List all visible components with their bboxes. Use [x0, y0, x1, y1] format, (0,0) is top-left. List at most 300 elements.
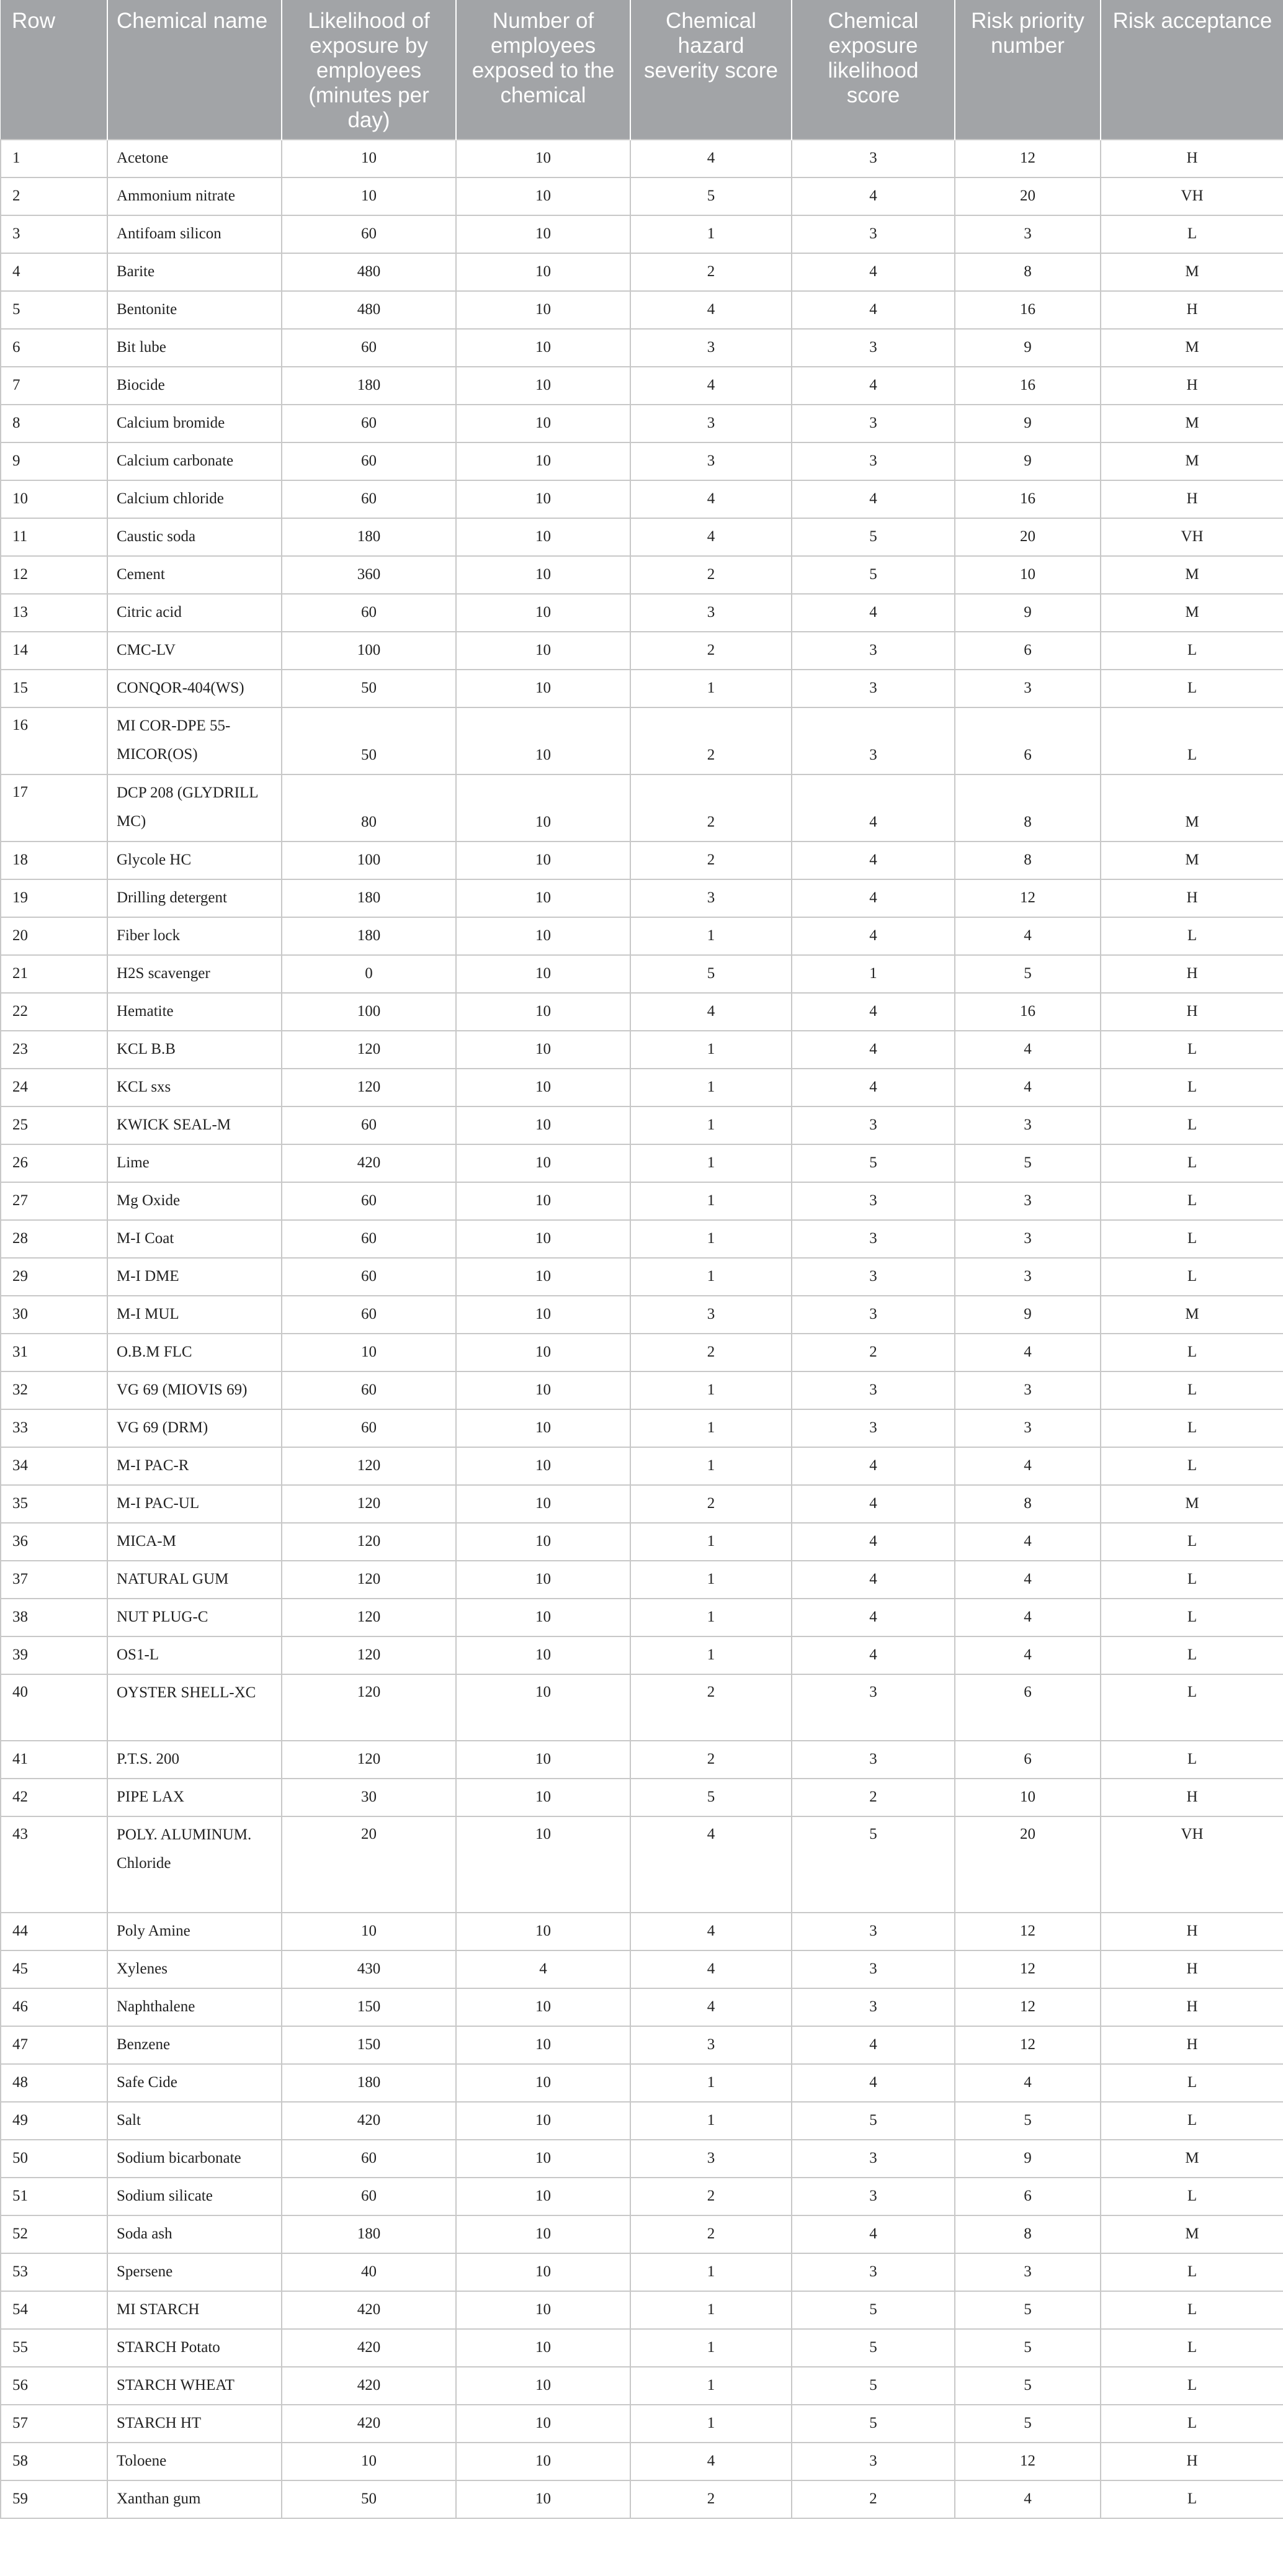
table-row [1, 1674, 1283, 1741]
table-row [1, 1409, 1283, 1447]
cell-hazard-severity: 2 [630, 1485, 792, 1523]
table-row [1, 1988, 1283, 2026]
cell-exposure-likelihood: 3 [792, 1258, 955, 1296]
cell-row-number: 27 [1, 1182, 107, 1220]
cell-exposure-likelihood: 4 [792, 2026, 955, 2064]
table-row [1, 1144, 1283, 1182]
cell-risk-acceptance: H [1101, 955, 1283, 993]
cell-risk-acceptance: H [1101, 1913, 1283, 1950]
cell-exposure-likelihood: 4 [792, 1636, 955, 1674]
cell-risk-priority: 3 [955, 670, 1101, 707]
cell-chemical-name: Mg Oxide [107, 1182, 282, 1220]
cell-risk-priority: 3 [955, 1106, 1101, 1144]
cell-row-number: 51 [1, 2178, 107, 2215]
cell-risk-priority: 5 [955, 2291, 1101, 2329]
cell-employees-exposed: 10 [456, 2178, 630, 2215]
cell-risk-acceptance: M [1101, 1485, 1283, 1523]
cell-risk-priority: 3 [955, 1182, 1101, 1220]
cell-row-number: 10 [1, 480, 107, 518]
cell-row-number: 19 [1, 879, 107, 917]
cell-exposure-minutes: 60 [282, 329, 456, 367]
cell-risk-priority: 3 [955, 2253, 1101, 2291]
cell-row-number: 44 [1, 1913, 107, 1950]
header-hazard-severity: Chemical hazard severity score [630, 0, 792, 140]
cell-chemical-name: Poly Amine [107, 1913, 282, 1950]
cell-employees-exposed: 10 [456, 291, 630, 329]
cell-chemical-name: VG 69 (DRM) [107, 1409, 282, 1447]
cell-risk-priority: 4 [955, 1031, 1101, 1069]
cell-risk-priority: 5 [955, 1144, 1101, 1182]
cell-risk-priority: 20 [955, 1816, 1101, 1913]
cell-risk-priority: 12 [955, 879, 1101, 917]
cell-risk-acceptance: L [1101, 2405, 1283, 2443]
cell-hazard-severity: 2 [630, 1674, 792, 1741]
cell-employees-exposed: 10 [456, 1182, 630, 1220]
cell-row-number: 26 [1, 1144, 107, 1182]
cell-risk-priority: 12 [955, 2443, 1101, 2480]
table-row [1, 1182, 1283, 1220]
cell-chemical-name: P.T.S. 200 [107, 1741, 282, 1779]
cell-risk-acceptance: L [1101, 1409, 1283, 1447]
cell-hazard-severity: 4 [630, 140, 792, 177]
cell-hazard-severity: 4 [630, 480, 792, 518]
cell-risk-priority: 4 [955, 1599, 1101, 1636]
cell-hazard-severity: 2 [630, 841, 792, 879]
cell-employees-exposed: 10 [456, 841, 630, 879]
cell-exposure-minutes: 40 [282, 2253, 456, 2291]
cell-chemical-name: Drilling detergent [107, 879, 282, 917]
cell-exposure-likelihood: 3 [792, 1371, 955, 1409]
cell-hazard-severity: 4 [630, 518, 792, 556]
cell-employees-exposed: 10 [456, 2367, 630, 2405]
cell-hazard-severity: 1 [630, 1599, 792, 1636]
cell-row-number: 55 [1, 2329, 107, 2367]
cell-exposure-minutes: 10 [282, 1334, 456, 1371]
cell-chemical-name: MI STARCH [107, 2291, 282, 2329]
cell-risk-priority: 9 [955, 2140, 1101, 2178]
cell-risk-priority: 4 [955, 2480, 1101, 2518]
table-row [1, 2140, 1283, 2178]
cell-exposure-minutes: 100 [282, 632, 456, 670]
cell-risk-priority: 4 [955, 1334, 1101, 1371]
cell-exposure-likelihood: 3 [792, 1182, 955, 1220]
cell-risk-acceptance: H [1101, 291, 1283, 329]
cell-exposure-minutes: 180 [282, 518, 456, 556]
cell-row-number: 34 [1, 1447, 107, 1485]
cell-row-number: 16 [1, 707, 107, 774]
cell-hazard-severity: 4 [630, 291, 792, 329]
cell-hazard-severity: 3 [630, 405, 792, 442]
cell-chemical-name: Acetone [107, 140, 282, 177]
table-row [1, 1069, 1283, 1106]
cell-row-number: 33 [1, 1409, 107, 1447]
cell-employees-exposed: 10 [456, 1447, 630, 1485]
table-row [1, 2329, 1283, 2367]
cell-risk-priority: 3 [955, 1258, 1101, 1296]
cell-chemical-name: Calcium carbonate [107, 442, 282, 480]
cell-employees-exposed: 10 [456, 2140, 630, 2178]
cell-risk-acceptance: VH [1101, 177, 1283, 215]
cell-employees-exposed: 10 [456, 253, 630, 291]
cell-risk-priority: 6 [955, 707, 1101, 774]
cell-exposure-likelihood: 5 [792, 2329, 955, 2367]
cell-chemical-name: OS1-L [107, 1636, 282, 1674]
cell-employees-exposed: 10 [456, 1485, 630, 1523]
cell-chemical-name: KCL B.B [107, 1031, 282, 1069]
cell-row-number: 14 [1, 632, 107, 670]
cell-employees-exposed: 10 [456, 177, 630, 215]
cell-chemical-name: Toloene [107, 2443, 282, 2480]
cell-exposure-likelihood: 3 [792, 632, 955, 670]
cell-employees-exposed: 10 [456, 1988, 630, 2026]
cell-row-number: 42 [1, 1779, 107, 1816]
cell-hazard-severity: 3 [630, 879, 792, 917]
cell-employees-exposed: 10 [456, 1144, 630, 1182]
table-row [1, 556, 1283, 594]
cell-hazard-severity: 1 [630, 2291, 792, 2329]
cell-risk-acceptance: L [1101, 1106, 1283, 1144]
cell-hazard-severity: 5 [630, 177, 792, 215]
table-row [1, 215, 1283, 253]
cell-hazard-severity: 4 [630, 1816, 792, 1913]
cell-exposure-minutes: 60 [282, 442, 456, 480]
cell-chemical-name: Sodium bicarbonate [107, 2140, 282, 2178]
cell-hazard-severity: 5 [630, 955, 792, 993]
cell-risk-acceptance: L [1101, 1031, 1283, 1069]
cell-row-number: 1 [1, 140, 107, 177]
table-row [1, 2102, 1283, 2140]
cell-risk-priority: 8 [955, 2215, 1101, 2253]
cell-hazard-severity: 2 [630, 707, 792, 774]
cell-row-number: 21 [1, 955, 107, 993]
table-row [1, 1031, 1283, 1069]
cell-risk-acceptance: L [1101, 1069, 1283, 1106]
cell-exposure-minutes: 420 [282, 2102, 456, 2140]
cell-hazard-severity: 1 [630, 1447, 792, 1485]
cell-hazard-severity: 1 [630, 1144, 792, 1182]
cell-chemical-name: Glycole HC [107, 841, 282, 879]
cell-risk-acceptance: L [1101, 1371, 1283, 1409]
cell-employees-exposed: 10 [456, 955, 630, 993]
cell-row-number: 43 [1, 1816, 107, 1913]
cell-employees-exposed: 10 [456, 215, 630, 253]
cell-risk-acceptance: H [1101, 2026, 1283, 2064]
cell-chemical-name: H2S scavenger [107, 955, 282, 993]
cell-exposure-likelihood: 5 [792, 556, 955, 594]
cell-chemical-name: Ammonium nitrate [107, 177, 282, 215]
cell-employees-exposed: 10 [456, 879, 630, 917]
cell-exposure-likelihood: 4 [792, 2215, 955, 2253]
table-row [1, 1220, 1283, 1258]
cell-risk-acceptance: M [1101, 774, 1283, 841]
table-row [1, 841, 1283, 879]
cell-chemical-name: Sodium silicate [107, 2178, 282, 2215]
cell-risk-acceptance: L [1101, 1599, 1283, 1636]
cell-hazard-severity: 3 [630, 1296, 792, 1334]
cell-exposure-likelihood: 4 [792, 1485, 955, 1523]
cell-hazard-severity: 4 [630, 1988, 792, 2026]
cell-exposure-minutes: 60 [282, 1258, 456, 1296]
cell-employees-exposed: 10 [456, 670, 630, 707]
table-row [1, 1485, 1283, 1523]
cell-exposure-likelihood: 3 [792, 1741, 955, 1779]
cell-chemical-name: Salt [107, 2102, 282, 2140]
table-row [1, 917, 1283, 955]
cell-row-number: 12 [1, 556, 107, 594]
cell-exposure-likelihood: 4 [792, 774, 955, 841]
cell-employees-exposed: 10 [456, 367, 630, 405]
cell-risk-acceptance: L [1101, 1561, 1283, 1599]
cell-exposure-minutes: 120 [282, 1447, 456, 1485]
cell-risk-priority: 4 [955, 2064, 1101, 2102]
cell-employees-exposed: 10 [456, 1371, 630, 1409]
cell-risk-priority: 3 [955, 1409, 1101, 1447]
cell-row-number: 48 [1, 2064, 107, 2102]
cell-chemical-name: Xanthan gum [107, 2480, 282, 2518]
cell-exposure-likelihood: 4 [792, 993, 955, 1031]
cell-exposure-minutes: 180 [282, 879, 456, 917]
cell-risk-acceptance: L [1101, 1447, 1283, 1485]
cell-row-number: 30 [1, 1296, 107, 1334]
cell-chemical-name: Cement [107, 556, 282, 594]
cell-exposure-likelihood: 3 [792, 1106, 955, 1144]
cell-risk-priority: 5 [955, 2329, 1101, 2367]
cell-employees-exposed: 10 [456, 1296, 630, 1334]
cell-risk-acceptance: M [1101, 405, 1283, 442]
table-row [1, 632, 1283, 670]
cell-exposure-likelihood: 5 [792, 2405, 955, 2443]
table-row [1, 291, 1283, 329]
cell-exposure-likelihood: 3 [792, 1674, 955, 1741]
cell-exposure-likelihood: 3 [792, 670, 955, 707]
cell-chemical-name: POLY. ALUMINUM. Chloride [107, 1816, 282, 1913]
table-row [1, 140, 1283, 177]
cell-chemical-name: Lime [107, 1144, 282, 1182]
cell-exposure-minutes: 80 [282, 774, 456, 841]
cell-risk-priority: 10 [955, 1779, 1101, 1816]
cell-employees-exposed: 10 [456, 140, 630, 177]
cell-hazard-severity: 5 [630, 1779, 792, 1816]
cell-chemical-name: M-I MUL [107, 1296, 282, 1334]
cell-risk-acceptance: M [1101, 556, 1283, 594]
cell-hazard-severity: 3 [630, 2140, 792, 2178]
cell-chemical-name: M-I PAC-UL [107, 1485, 282, 1523]
table-row [1, 2178, 1283, 2215]
cell-exposure-minutes: 60 [282, 2140, 456, 2178]
cell-risk-priority: 10 [955, 556, 1101, 594]
cell-risk-priority: 4 [955, 917, 1101, 955]
cell-hazard-severity: 1 [630, 2253, 792, 2291]
table-row [1, 670, 1283, 707]
cell-employees-exposed: 10 [456, 2026, 630, 2064]
cell-exposure-likelihood: 4 [792, 917, 955, 955]
cell-risk-acceptance: L [1101, 2480, 1283, 2518]
cell-risk-priority: 12 [955, 2026, 1101, 2064]
cell-exposure-likelihood: 4 [792, 480, 955, 518]
cell-risk-priority: 8 [955, 774, 1101, 841]
cell-chemical-name: STARCH Potato [107, 2329, 282, 2367]
cell-row-number: 53 [1, 2253, 107, 2291]
cell-hazard-severity: 1 [630, 1182, 792, 1220]
table-row [1, 2291, 1283, 2329]
cell-chemical-name: OYSTER SHELL-XC [107, 1674, 282, 1741]
cell-risk-acceptance: H [1101, 2443, 1283, 2480]
cell-risk-priority: 5 [955, 2102, 1101, 2140]
cell-exposure-minutes: 420 [282, 2367, 456, 2405]
cell-chemical-name: DCP 208 (GLYDRILL MC) [107, 774, 282, 841]
cell-chemical-name: Biocide [107, 367, 282, 405]
cell-hazard-severity: 4 [630, 2443, 792, 2480]
cell-exposure-likelihood: 3 [792, 1296, 955, 1334]
cell-row-number: 45 [1, 1950, 107, 1988]
cell-chemical-name: NUT PLUG-C [107, 1599, 282, 1636]
cell-risk-priority: 9 [955, 405, 1101, 442]
cell-risk-acceptance: L [1101, 2367, 1283, 2405]
cell-chemical-name: CONQOR-404(WS) [107, 670, 282, 707]
cell-hazard-severity: 1 [630, 1258, 792, 1296]
table-row [1, 2026, 1283, 2064]
cell-exposure-minutes: 420 [282, 2329, 456, 2367]
cell-row-number: 29 [1, 1258, 107, 1296]
cell-risk-acceptance: L [1101, 707, 1283, 774]
cell-exposure-likelihood: 3 [792, 2178, 955, 2215]
cell-risk-priority: 9 [955, 442, 1101, 480]
cell-risk-acceptance: VH [1101, 1816, 1283, 1913]
cell-row-number: 5 [1, 291, 107, 329]
table-row [1, 405, 1283, 442]
cell-employees-exposed: 10 [456, 1523, 630, 1561]
header-exposure-likelihood: Chemical exposure likelihood score [792, 0, 955, 140]
cell-exposure-minutes: 60 [282, 405, 456, 442]
cell-row-number: 52 [1, 2215, 107, 2253]
cell-employees-exposed: 10 [456, 2064, 630, 2102]
cell-row-number: 13 [1, 594, 107, 632]
table-row [1, 1779, 1283, 1816]
table-row [1, 329, 1283, 367]
header-chemical-name: Chemical name [107, 0, 282, 140]
cell-exposure-likelihood: 3 [792, 1409, 955, 1447]
cell-risk-acceptance: H [1101, 480, 1283, 518]
cell-exposure-minutes: 120 [282, 1599, 456, 1636]
cell-risk-priority: 16 [955, 367, 1101, 405]
cell-chemical-name: Antifoam silicon [107, 215, 282, 253]
cell-chemical-name: KCL sxs [107, 1069, 282, 1106]
table-row [1, 2215, 1283, 2253]
cell-chemical-name: STARCH WHEAT [107, 2367, 282, 2405]
table-row [1, 1371, 1283, 1409]
cell-exposure-likelihood: 3 [792, 2140, 955, 2178]
table-row [1, 177, 1283, 215]
cell-risk-acceptance: L [1101, 1334, 1283, 1371]
cell-employees-exposed: 10 [456, 556, 630, 594]
cell-exposure-likelihood: 5 [792, 2291, 955, 2329]
cell-exposure-likelihood: 3 [792, 707, 955, 774]
cell-chemical-name: CMC-LV [107, 632, 282, 670]
cell-employees-exposed: 10 [456, 2480, 630, 2518]
cell-employees-exposed: 10 [456, 2443, 630, 2480]
table-row [1, 594, 1283, 632]
cell-hazard-severity: 1 [630, 2102, 792, 2140]
cell-risk-acceptance: VH [1101, 518, 1283, 556]
cell-row-number: 57 [1, 2405, 107, 2443]
cell-exposure-likelihood: 3 [792, 442, 955, 480]
cell-exposure-likelihood: 3 [792, 2253, 955, 2291]
cell-exposure-likelihood: 2 [792, 2480, 955, 2518]
table-row [1, 707, 1283, 774]
cell-exposure-likelihood: 4 [792, 1599, 955, 1636]
cell-employees-exposed: 10 [456, 1816, 630, 1913]
cell-employees-exposed: 10 [456, 2329, 630, 2367]
cell-risk-priority: 3 [955, 215, 1101, 253]
cell-chemical-name: Fiber lock [107, 917, 282, 955]
cell-exposure-minutes: 60 [282, 1106, 456, 1144]
table-row [1, 993, 1283, 1031]
cell-risk-acceptance: M [1101, 2215, 1283, 2253]
cell-employees-exposed: 10 [456, 405, 630, 442]
cell-risk-acceptance: L [1101, 1636, 1283, 1674]
cell-employees-exposed: 10 [456, 2405, 630, 2443]
cell-row-number: 7 [1, 367, 107, 405]
cell-chemical-name: O.B.M FLC [107, 1334, 282, 1371]
cell-chemical-name: Benzene [107, 2026, 282, 2064]
cell-exposure-minutes: 120 [282, 1674, 456, 1741]
cell-exposure-likelihood: 2 [792, 1779, 955, 1816]
cell-risk-priority: 9 [955, 1296, 1101, 1334]
cell-exposure-likelihood: 3 [792, 329, 955, 367]
cell-row-number: 24 [1, 1069, 107, 1106]
cell-exposure-minutes: 180 [282, 917, 456, 955]
cell-risk-priority: 20 [955, 518, 1101, 556]
cell-risk-acceptance: H [1101, 1950, 1283, 1988]
cell-employees-exposed: 10 [456, 594, 630, 632]
cell-exposure-likelihood: 4 [792, 879, 955, 917]
cell-chemical-name: Hematite [107, 993, 282, 1031]
table-row [1, 1447, 1283, 1485]
header-employees-exposed: Number of employees exposed to the chemical [456, 0, 630, 140]
cell-risk-acceptance: L [1101, 1220, 1283, 1258]
cell-exposure-minutes: 420 [282, 2405, 456, 2443]
cell-exposure-minutes: 60 [282, 1409, 456, 1447]
cell-row-number: 32 [1, 1371, 107, 1409]
cell-exposure-minutes: 60 [282, 594, 456, 632]
cell-exposure-likelihood: 4 [792, 291, 955, 329]
cell-risk-priority: 6 [955, 1674, 1101, 1741]
cell-risk-priority: 3 [955, 1220, 1101, 1258]
cell-risk-priority: 4 [955, 1069, 1101, 1106]
cell-hazard-severity: 2 [630, 774, 792, 841]
cell-exposure-minutes: 180 [282, 2064, 456, 2102]
cell-hazard-severity: 2 [630, 2215, 792, 2253]
cell-exposure-minutes: 60 [282, 1220, 456, 1258]
table-row [1, 2443, 1283, 2480]
cell-hazard-severity: 1 [630, 1031, 792, 1069]
cell-chemical-name: MI COR-DPE 55-MICOR(OS) [107, 707, 282, 774]
cell-employees-exposed: 10 [456, 1561, 630, 1599]
cell-exposure-likelihood: 4 [792, 1561, 955, 1599]
cell-hazard-severity: 1 [630, 1106, 792, 1144]
cell-row-number: 6 [1, 329, 107, 367]
cell-hazard-severity: 1 [630, 2367, 792, 2405]
cell-chemical-name: NATURAL GUM [107, 1561, 282, 1599]
cell-risk-priority: 5 [955, 2367, 1101, 2405]
cell-risk-priority: 12 [955, 1950, 1101, 1988]
cell-exposure-minutes: 100 [282, 841, 456, 879]
cell-chemical-name: KWICK SEAL-M [107, 1106, 282, 1144]
cell-risk-acceptance: L [1101, 670, 1283, 707]
cell-chemical-name: Citric acid [107, 594, 282, 632]
table-row [1, 774, 1283, 841]
cell-risk-priority: 12 [955, 1988, 1101, 2026]
